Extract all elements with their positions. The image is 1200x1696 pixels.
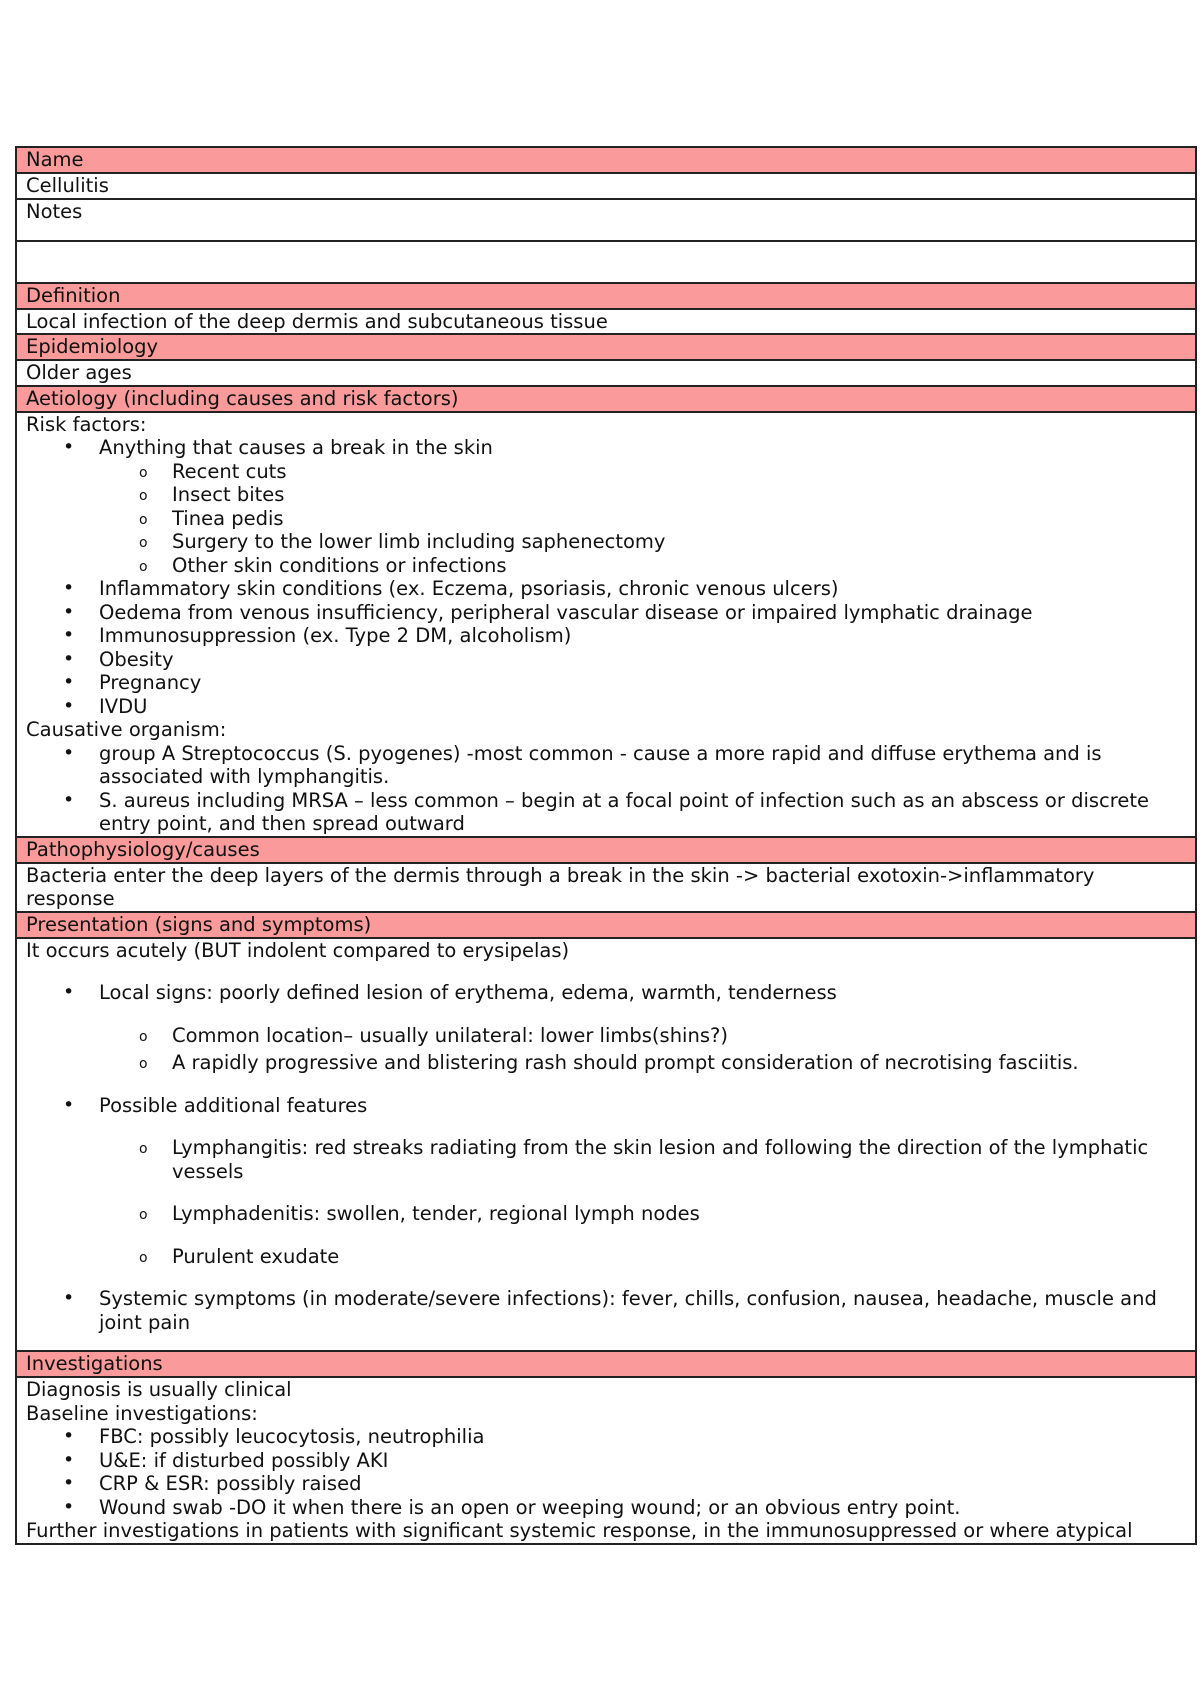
presentation-intro: It occurs acutely (BUT indolent compared to erysipelas) [26,938,570,962]
list-item: o Tinea pedis [26,507,1186,531]
definition-text: Local infection of the deep dermis and subcutaneous tissue [17,310,1195,336]
list-item: • FBC: possibly leucocytosis, neutrophilia [26,1425,1186,1449]
list-item: • Anything that causes a break in the skin [26,436,1186,460]
presentation-content [17,939,1195,1353]
list-item: o Insect bites [26,483,1186,507]
list-item: • U&E: if disturbed possibly AKI [26,1449,1186,1473]
section-header-investigations: Investigations [17,1352,1195,1378]
investigations-line: Diagnosis is usually clinical [26,1378,292,1401]
list-item: o Purulent exudate [26,1245,1186,1269]
list-item: o Lymphadenitis: swollen, tender, regional lymph nodes [26,1202,1186,1226]
section-header-aetiology: Aetiology (including causes and risk factors) [17,387,1195,413]
epidemiology-text: Older ages [17,361,1195,387]
section-header-epidemiology: Epidemiology [17,335,1195,361]
notes-header-cell [17,200,1195,242]
list-item: o Lymphangitis: red streaks radiating from the skin lesion and following the direction of the lymphatic vessels [26,1136,1186,1183]
list-item: • S. aureus including MRSA – less common – begin at a focal point of infection such as an abscess or discrete entry point, and then spread outward [26,789,1186,836]
document-table [15,146,1197,1545]
pathophysiology-text: Bacteria enter the deep layers of the dermis through a break in the skin -> bacterial exotoxin->inflammatory response [17,864,1195,913]
list-item: • Oedema from venous insufficiency, peripheral vascular disease or impaired lymphatic drainage [26,601,1186,625]
investigations-further: Further investigations in patients with significant systemic response, in the immunosuppressed or where atypical [26,1519,1133,1542]
organism-list [26,742,1186,836]
causative-organism-label: Causative organism: [26,718,227,741]
investigations-line: Baseline investigations: [26,1401,258,1425]
list-item: o Common location– usually unilateral: lower limbs(shins?) [26,1024,1186,1048]
list-item: o Other skin conditions or infections [26,554,1186,578]
list-item: • Wound swab -DO it when there is an open or weeping wound; or an obvious entry point. [26,1496,1186,1520]
section-header-pathophysiology: Pathophysiology/causes [17,838,1195,864]
risk-factors-label: Risk factors: [26,412,147,436]
presentation-list [26,981,1186,1334]
section-header-notes: Notes [26,199,83,223]
investigations-content [17,1378,1195,1543]
list-item: • Inflammatory skin conditions (ex. Eczema, psoriasis, chronic venous ulcers) [26,577,1186,601]
list-item: • Pregnancy [26,671,1186,695]
risk-factors-list [26,436,1186,718]
list-item: • Possible additional features [26,1094,1186,1118]
list-item: • Obesity [26,648,1186,672]
investigations-list [26,1425,1186,1519]
list-item: • Systemic symptoms (in moderate/severe infections): fever, chills, confusion, nausea, headache, muscle and joint pain [26,1287,1186,1334]
list-item: • Immunosuppression (ex. Type 2 DM, alcoholism) [26,624,1186,648]
list-item: o A rapidly progressive and blistering rash should prompt consideration of necrotising fasciitis. [26,1051,1186,1075]
list-item: • group A Streptococcus (S. pyogenes) -most common - cause a more rapid and diffuse erythema and is associated with lymphangitis. [26,742,1186,789]
list-item: • IVDU [26,695,1186,719]
name-value: Cellulitis [17,174,1195,200]
aetiology-content [17,413,1195,838]
notes-content [17,242,1195,284]
section-header-definition: Definition [17,284,1195,310]
list-item: o Surgery to the lower limb including saphenectomy [26,530,1186,554]
section-header-presentation: Presentation (signs and symptoms) [17,913,1195,939]
section-header-name: Name [17,148,1195,174]
list-item: • CRP & ESR: possibly raised [26,1472,1186,1496]
list-item: • Local signs: poorly defined lesion of erythema, edema, warmth, tenderness [26,981,1186,1005]
list-item: o Recent cuts [26,460,1186,484]
